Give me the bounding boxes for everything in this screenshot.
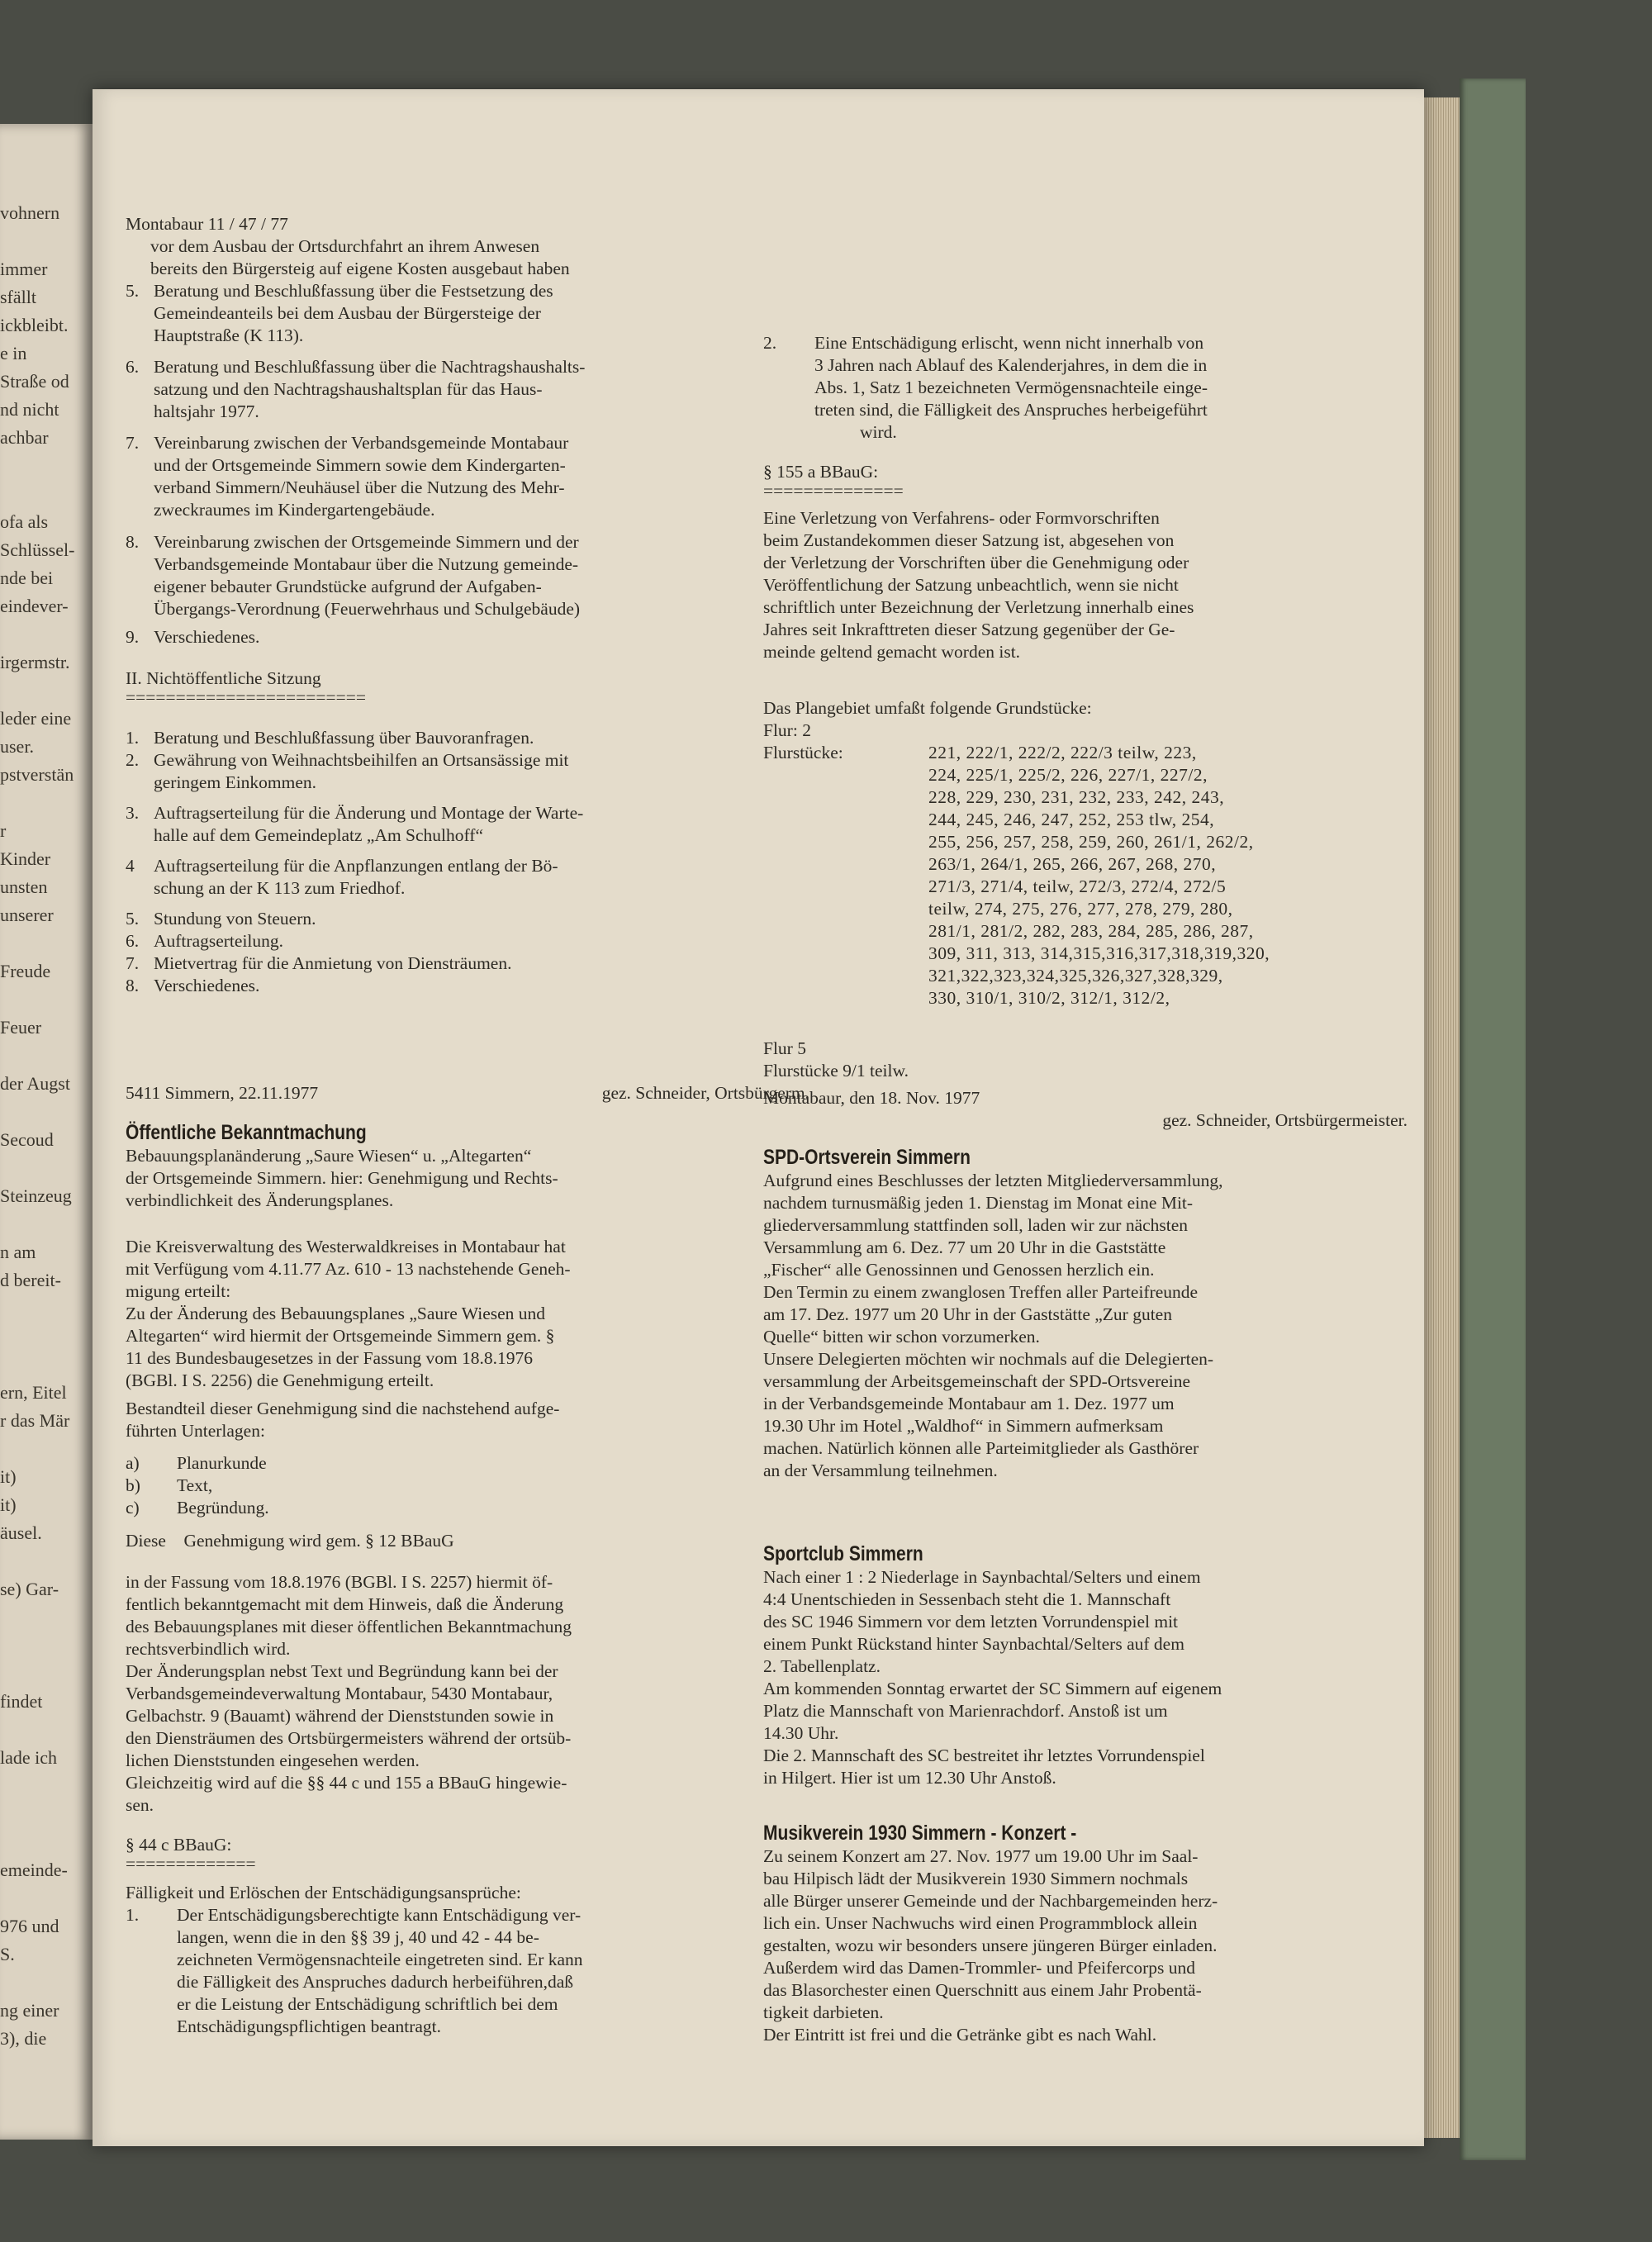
text-line: bau Hilpisch lädt der Musikverein 1930 Simmern nochmals <box>763 1869 1189 1888</box>
prev-page-fragment: Secoud <box>0 1129 54 1150</box>
prev-page-fragment: irgermstr. <box>0 652 70 672</box>
text-line: schriftlich unter Bezeichnung der Verletzung innerhalb eines <box>763 597 1194 617</box>
item-letter: c) <box>126 1498 140 1518</box>
text-line: der Verletzung der Vorschriften über die Genehmigung oder <box>763 553 1189 572</box>
text-line: 14.30 Uhr. <box>763 1723 839 1743</box>
text-line: Eine Verletzung von Verfahrens- oder Formvorschriften <box>763 508 1160 528</box>
text-line: Den Termin zu einem zwanglosen Treffen aller Parteifreunde <box>763 1282 1199 1302</box>
text-line: rechtsverbindlich wird. <box>126 1639 291 1659</box>
prev-page-fragment: nd nicht <box>0 399 59 420</box>
signoff-line <box>126 1082 809 1104</box>
text-line: Außerdem wird das Damen-Trommler- und Pfeifercorps und <box>763 1958 1196 1978</box>
item-number: 1. <box>126 1905 140 1925</box>
text-line: 221, 222/1, 222/2, 222/3 teilw, 223, <box>928 743 1197 762</box>
text-line: treten sind, die Fälligkeit des Anspruches herbeigeführt <box>814 400 1208 420</box>
text-line: Gelbachstr. 9 (Bauamt) während der Dienststunden sowie in <box>126 1706 554 1726</box>
item-number: 2. <box>763 333 777 353</box>
prev-page-fragment: findet <box>0 1691 43 1712</box>
item-number: 7. <box>126 953 140 973</box>
text-line: Gewährung von Weihnachtsbeihilfen an Ortsansässige mit <box>154 750 569 770</box>
text-line: machen. Natürlich können alle Parteimitglieder als Gasthörer <box>763 1438 1199 1458</box>
book-binding <box>1460 78 1526 2160</box>
text-line: Diese Genehmigung wird gem. § 12 BBauG <box>126 1531 454 1551</box>
text-line: Eine Entschädigung erlischt, wenn nicht innerhalb von <box>814 333 1204 353</box>
text-line: Gleichzeitig wird auf die §§ 44 c und 155 a BBauG hingewie- <box>126 1773 567 1793</box>
prev-page-fragment: äusel. <box>0 1522 42 1543</box>
sportclub-heading: Sportclub Simmern <box>763 1542 923 1565</box>
text-line: Am kommenden Sonntag erwartet der SC Simmern auf eigenem <box>763 1679 1222 1698</box>
prev-page-fragment: eindever- <box>0 596 69 616</box>
text-line: führten Unterlagen: <box>126 1421 265 1441</box>
text-line: haltsjahr 1977. <box>154 401 259 421</box>
item-number: 4 <box>126 856 135 876</box>
agenda-item-9 <box>126 626 786 648</box>
text-line: er die Leistung der Entschädigung schriftlich bei dem <box>177 1994 558 2014</box>
text-line: bereits den Bürgersteig auf eigene Kosten ausgebaut haben <box>150 259 570 278</box>
prev-page-fragment: immer <box>0 259 48 279</box>
section-rule: ======================== <box>126 687 367 707</box>
text-line: 228, 229, 230, 231, 232, 233, 242, 243, <box>928 787 1225 807</box>
prev-page-fragment: vohnern <box>0 202 60 223</box>
text-line: Beratung und Beschlußfassung über Bauvoranfragen. <box>154 728 534 748</box>
item-text: Text, <box>177 1475 213 1495</box>
signature-line: gez. Schneider, Ortsbürgermeister. <box>1162 1110 1408 1130</box>
signoff-place-date: 5411 Simmern, 22.11.1977 <box>126 1083 319 1103</box>
text-line: Verschiedenes. <box>154 627 260 647</box>
prev-page-fragment: r <box>0 820 7 841</box>
plan-signoff <box>763 1087 1408 1132</box>
text-line: Verschiedenes. <box>154 976 260 995</box>
text-line: eigener bebauter Grundstücke aufgrund der Aufgaben- <box>154 577 542 596</box>
prev-page-fragment: achbar <box>0 427 49 448</box>
prev-page-fragment: it) <box>0 1466 17 1487</box>
item-text: Begründung. <box>177 1498 269 1518</box>
text-line: Übergangs-Verordnung (Feuerwehrhaus und Schulgebäude) <box>154 599 581 619</box>
text-line: Veröffentlichung der Satzung unbeachtlich, wenn sie nicht <box>763 575 1179 595</box>
text-line: Flurstücke 9/1 teilw. <box>763 1061 909 1081</box>
item-number: 8. <box>126 532 140 552</box>
prev-page-fragment: emeinde- <box>0 1860 68 1880</box>
text-line: Vereinbarung zwischen der Verbandsgemeinde Montabaur <box>154 433 569 453</box>
text-line: Auftragserteilung. <box>154 931 284 951</box>
prev-page-fragment: it) <box>0 1494 17 1515</box>
text-line: Hauptstraße (K 113). <box>154 325 304 345</box>
text-line: an der Versammlung teilnehmen. <box>763 1461 998 1480</box>
prev-page-fragment: ofa als <box>0 511 49 532</box>
text-line: zweckraumes im Kindergartengebäude. <box>154 500 435 520</box>
text-line: Platz die Mannschaft von Marienrachdorf. Anstoß ist um <box>763 1701 1168 1721</box>
para-44c-body <box>126 1882 786 2038</box>
text-line: lichen Dienststunden eingesehen werden. <box>126 1750 420 1770</box>
parcel-label: Flurstücke: <box>763 743 843 762</box>
item-number: 5. <box>126 909 140 929</box>
text-line: Auftragserteilung für die Änderung und Montage der Warte- <box>154 803 584 823</box>
agenda2-list <box>126 727 786 997</box>
text-line: Verbandsgemeindeverwaltung Montabaur, 5430 Montabaur, <box>126 1684 553 1703</box>
text-line: halle auf dem Gemeindeplatz „Am Schulhoff“ <box>154 825 483 845</box>
parcel-numbers <box>928 742 1408 1009</box>
parcel-list <box>763 742 1408 1009</box>
prev-page-fragment: unsten <box>0 876 48 897</box>
text-line: verbindlichkeit des Änderungsplanes. <box>126 1190 394 1210</box>
text-line: 4:4 Unentschieden in Sessenbach steht die 1. Mannschaft <box>763 1589 1171 1609</box>
text-line: teilw, 274, 275, 276, 277, 278, 279, 280, <box>928 899 1233 919</box>
notice-paragraph-3 <box>126 1530 786 1552</box>
text-line: Mietvertrag für die Anmietung von Diensträumen. <box>154 953 512 973</box>
text-line: alle Bürger unserer Gemeinde und der Nachbargemeinden herz- <box>763 1891 1218 1911</box>
section-ii-heading <box>126 667 786 705</box>
newsletter-page <box>93 89 1424 2146</box>
text-line: in der Verbandsgemeinde Montabaur am 1. Dez. 1977 um <box>763 1394 1175 1413</box>
text-line: Stundung von Steuern. <box>154 909 316 929</box>
section-title: § 155 a BBauG: <box>763 462 879 482</box>
text-line: nachdem turnusmäßig jeden 1. Dienstag im Monat eine Mit- <box>763 1193 1194 1213</box>
para-44c-heading <box>126 1834 786 1874</box>
text-line: der Ortsgemeinde Simmern. hier: Genehmigung und Rechts- <box>126 1168 558 1188</box>
text-line: in der Fassung vom 18.8.1976 (BGBl. I S. 2257) hiermit öf- <box>126 1572 553 1592</box>
text-line: und der Ortsgemeinde Simmern sowie dem Kindergarten- <box>154 455 566 475</box>
text-line: Entschädigungspflichtigen beantragt. <box>177 2016 442 2036</box>
text-line: tigkeit darbieten. <box>763 2002 884 2022</box>
text-line: Montabaur 11 / 47 / 77 <box>126 214 288 234</box>
para-155a-body <box>763 507 1408 663</box>
text-line: lich ein. Unser Nachwuchs wird einen Programmblock allein <box>763 1913 1198 1933</box>
text-line: sen. <box>126 1795 154 1815</box>
item-number: 6. <box>126 357 140 377</box>
text-line: geringem Einkommen. <box>154 772 317 792</box>
text-line: versammlung der Arbeitsgemeinschaft der SPD-Ortsvereine <box>763 1371 1191 1391</box>
prev-page-fragment: S. <box>0 1944 15 1964</box>
agenda-item-6 <box>126 356 786 423</box>
text-line: (BGBl. I S. 2256) die Genehmigung erteilt. <box>126 1370 434 1390</box>
spd-heading: SPD-Ortsverein Simmern <box>763 1146 971 1169</box>
text-line: gliederversammlung stattfinden soll, laden wir zur nächsten <box>763 1215 1189 1235</box>
text-line: Versammlung am 6. Dez. 77 um 20 Uhr in die Gaststätte <box>763 1237 1166 1257</box>
prev-page-fragment: Straße od <box>0 371 69 392</box>
prev-page-fragment: user. <box>0 736 34 757</box>
notice-heading: Öffentliche Bekanntmachung <box>126 1121 367 1144</box>
text-line: verband Simmern/Neuhäusel über die Nutzung des Mehr- <box>154 477 565 497</box>
text-line: des SC 1946 Simmern vor dem letzten Vorrundenspiel mit <box>763 1612 1179 1632</box>
musikverein-heading: Musikverein 1930 Simmern - Konzert - <box>763 1822 1077 1845</box>
section-rule: ============= <box>126 1854 256 1874</box>
text-line: Nach einer 1 : 2 Niederlage in Saynbachtal/Selters und einem <box>763 1567 1201 1587</box>
text-line: schung an der K 113 zum Friedhof. <box>154 878 406 898</box>
text-line: zeichneten Vermögensnachteile eingetreten sind. Er kann <box>177 1950 583 1969</box>
item-number: 2. <box>126 750 140 770</box>
prev-page-fragment: Schlüssel- <box>0 539 75 560</box>
prev-page-fragment: n am <box>0 1242 36 1262</box>
item-number: 1. <box>126 728 140 748</box>
text-line: Der Änderungsplan nebst Text und Begründung kann bei der <box>126 1661 558 1681</box>
text-line: Das Plangebiet umfaßt folgende Grundstücke: <box>763 698 1092 718</box>
text-line: 11 des Bundesbaugesetzes in der Fassung vom 18.8.1976 <box>126 1348 534 1368</box>
text-line: fentlich bekanntgemacht mit dem Hinweis, daß die Änderung <box>126 1594 564 1614</box>
prev-page-fragment: Kinder <box>0 848 51 869</box>
text-line: 271/3, 271/4, teilw, 272/3, 272/4, 272/5 <box>928 876 1227 896</box>
text-line: des Bebauungsplanes mit dieser öffentlichen Bekanntmachung <box>126 1617 572 1636</box>
text-line: in Hilgert. Hier ist um 12.30 Uhr Anstoß. <box>763 1768 1056 1788</box>
date-line: Montabaur, den 18. Nov. 1977 <box>763 1088 980 1108</box>
spd-article <box>763 1145 1408 1482</box>
text-line: Fälligkeit und Erlöschen der Entschädigungsansprüche: <box>126 1883 521 1902</box>
text-line: migung erteilt: <box>126 1281 231 1301</box>
text-line: den Diensträumen des Ortsbürgermeisters während der ortsüb- <box>126 1728 572 1748</box>
text-line: Quelle“ bitten wir schon vorzumerken. <box>763 1327 1040 1347</box>
item-number: 3. <box>126 803 140 823</box>
text-line: 321,322,323,324,325,326,327,328,329, <box>928 966 1223 986</box>
item-number: 9. <box>126 627 140 647</box>
item-number: 8. <box>126 976 140 995</box>
notice-paragraph-2 <box>126 1398 786 1442</box>
text-line: beim Zustandekommen dieser Satzung ist, abgesehen von <box>763 530 1175 550</box>
prev-page-fragment: 3), die <box>0 2028 47 2049</box>
prev-page-fragment: der Augst <box>0 1073 70 1094</box>
prev-page-fragment: Feuer <box>0 1017 42 1038</box>
section-title: § 44 c BBauG: <box>126 1835 232 1855</box>
prev-page-fragment: lade ich <box>0 1747 58 1768</box>
item-text: Planurkunde <box>177 1453 267 1473</box>
text-line: 3 Jahren nach Ablauf des Kalenderjahres, in dem die in <box>814 355 1208 375</box>
text-line: Zu der Änderung des Bebauungsplanes „Saure Wiesen und <box>126 1304 546 1323</box>
text-line: Der Eintritt ist frei und die Getränke gibt es nach Wahl. <box>763 2025 1157 2045</box>
text-line: Altegarten“ wird hiermit der Ortsgemeinde Simmern gem. § <box>126 1326 555 1346</box>
agenda-item-7 <box>126 432 786 521</box>
text-line: Beratung und Beschlußfassung über die Festsetzung des <box>154 281 553 301</box>
prev-page-fragment: Steinzeug <box>0 1185 72 1206</box>
text-line: Jahres seit Inkrafttreten dieser Satzung gegenüber der Ge- <box>763 620 1175 639</box>
agenda-item-5 <box>126 280 786 347</box>
text-line: 281/1, 281/2, 282, 283, 284, 285, 286, 287, <box>928 921 1254 941</box>
text-line: meinde geltend gemacht worden ist. <box>763 642 1021 662</box>
prev-page-fragment: ickbleibt. <box>0 315 69 335</box>
plan-area-intro <box>763 697 1408 742</box>
item-letter: b) <box>126 1475 140 1495</box>
section-rule: ============== <box>763 481 904 501</box>
text-line: Der Entschädigungsberechtigte kann Entschädigung ver- <box>177 1905 582 1925</box>
notice-paragraph-1 <box>126 1236 786 1392</box>
signoff-signature: gez. Schneider, Ortsbürgerm. <box>601 1083 809 1103</box>
notice-document-list <box>126 1452 786 1519</box>
prev-page-fragment: e in <box>0 343 27 363</box>
text-line: Flur: 2 <box>763 720 811 740</box>
text-line: Bestandteil dieser Genehmigung sind die nachstehend aufge- <box>126 1399 560 1418</box>
item-number: 5. <box>126 281 140 301</box>
prev-page-fragment: nde bei <box>0 568 54 588</box>
prev-page-fragment: 976 und <box>0 1916 59 1936</box>
text-line: 19.30 Uhr im Hotel „Waldhof“ in Simmern aufmerksam <box>763 1416 1164 1436</box>
item-number: 6. <box>126 931 140 951</box>
text-line: mit Verfügung vom 4.11.77 Az. 610 - 13 nachstehende Geneh- <box>126 1259 571 1279</box>
text-line: satzung und den Nachtragshaushaltsplan für das Haus- <box>154 379 543 399</box>
prev-page-fragment: se) Gar- <box>0 1579 59 1599</box>
text-line: Zu seinem Konzert am 27. Nov. 1977 um 19.00 Uhr im Saal- <box>763 1846 1199 1866</box>
text-line: 244, 245, 246, 247, 252, 253 tlw, 254, <box>928 810 1215 829</box>
text-line: am 17. Dez. 1977 um 20 Uhr in der Gaststätte „Zur guten <box>763 1304 1172 1324</box>
para-155a-heading <box>763 461 1408 501</box>
prev-page-fragment: sfällt <box>0 287 36 307</box>
prev-page-fragment: r das Mär <box>0 1410 70 1431</box>
text-line: 263/1, 264/1, 265, 266, 267, 268, 270, <box>928 854 1217 874</box>
flur-5 <box>763 1038 1408 1082</box>
text-line: 330, 310/1, 310/2, 312/1, 312/2, <box>928 988 1170 1008</box>
text-line: das Blasorchester einen Querschnitt aus einem Jahr Probentä- <box>763 1980 1202 2000</box>
text-line: „Fischer“ alle Genossinnen und Genossen herzlich ein. <box>763 1260 1155 1280</box>
musikverein-article <box>763 1821 1408 2046</box>
item-letter: a) <box>126 1453 140 1473</box>
text-line: Beratung und Beschlußfassung über die Nachtragshaushalts- <box>154 357 586 377</box>
prev-page-fragment: ng einer <box>0 2000 59 2021</box>
text-line: Flur 5 <box>763 1038 806 1058</box>
item-number: 7. <box>126 433 140 453</box>
continued-paragraph <box>126 213 786 280</box>
text-line: gestalten, wozu wir besonders unsere jüngeren Bürger einladen. <box>763 1936 1218 1955</box>
prev-page-fragment: Freude <box>0 961 51 981</box>
text-line: 224, 225/1, 225/2, 226, 227/1, 227/2, <box>928 765 1208 785</box>
text-line: Bebauungsplanänderung „Saure Wiesen“ u. „Altegarten“ <box>126 1146 532 1166</box>
text-line: Vereinbarung zwischen der Ortsgemeinde Simmern und der <box>154 532 579 552</box>
text-line: 255, 256, 257, 258, 259, 260, 261/1, 262/2, <box>928 832 1254 852</box>
text-line: wird. <box>860 422 897 442</box>
prev-page-fragment: unserer <box>0 905 54 925</box>
text-line: einem Punkt Rückstand hinter Saynbachtal/Selters auf dem <box>763 1634 1184 1654</box>
prev-page-fragment: ern, Eitel <box>0 1382 67 1403</box>
text-line: langen, wenn die in den §§ 39 j, 40 und 42 - 44 be- <box>177 1927 539 1947</box>
text-line: Abs. 1, Satz 1 bezeichneten Vermögensnachteile einge- <box>814 378 1208 397</box>
text-line: Unsere Delegierten möchten wir nochmals auf die Delegierten- <box>763 1349 1214 1369</box>
prev-page-fragment: pstverstän <box>0 764 74 785</box>
previous-page-edge <box>0 124 93 2140</box>
section-title: II. Nichtöffentliche Sitzung <box>126 668 321 688</box>
text-line: Die 2. Mannschaft des SC bestreitet ihr letztes Vorrundenspiel <box>763 1746 1205 1765</box>
text-line: Die Kreisverwaltung des Westerwaldkreises in Montabaur hat <box>126 1237 566 1256</box>
public-notice <box>126 1120 786 1212</box>
text-line: Gemeindeanteils bei dem Ausbau der Bürgersteige der <box>154 303 541 323</box>
notice-paragraph-4 <box>126 1571 786 1817</box>
agenda-item-8 <box>126 531 786 620</box>
prev-page-fragment: d bereit- <box>0 1270 61 1290</box>
text-line: Verbandsgemeinde Montabaur über die Nutzung gemeinde- <box>154 554 579 574</box>
text-line: Auftragserteilung für die Anpflanzungen entlang der Bö- <box>154 856 558 876</box>
sportclub-article <box>763 1541 1408 1789</box>
text-line: die Fälligkeit des Anspruches dadurch herbeiführen,daß <box>177 1972 574 1992</box>
text-line: 2. Tabellenplatz. <box>763 1656 881 1676</box>
text-line: 309, 311, 313, 314,315,316,317,318,319,320, <box>928 943 1270 963</box>
text-line: vor dem Ausbau der Ortsdurchfahrt an ihrem Anwesen <box>150 236 540 256</box>
text-line: Aufgrund eines Beschlusses der letzten Mitgliederversammlung, <box>763 1171 1223 1190</box>
para-44c-item-2 <box>763 332 1408 444</box>
prev-page-fragment: leder eine <box>0 708 72 729</box>
